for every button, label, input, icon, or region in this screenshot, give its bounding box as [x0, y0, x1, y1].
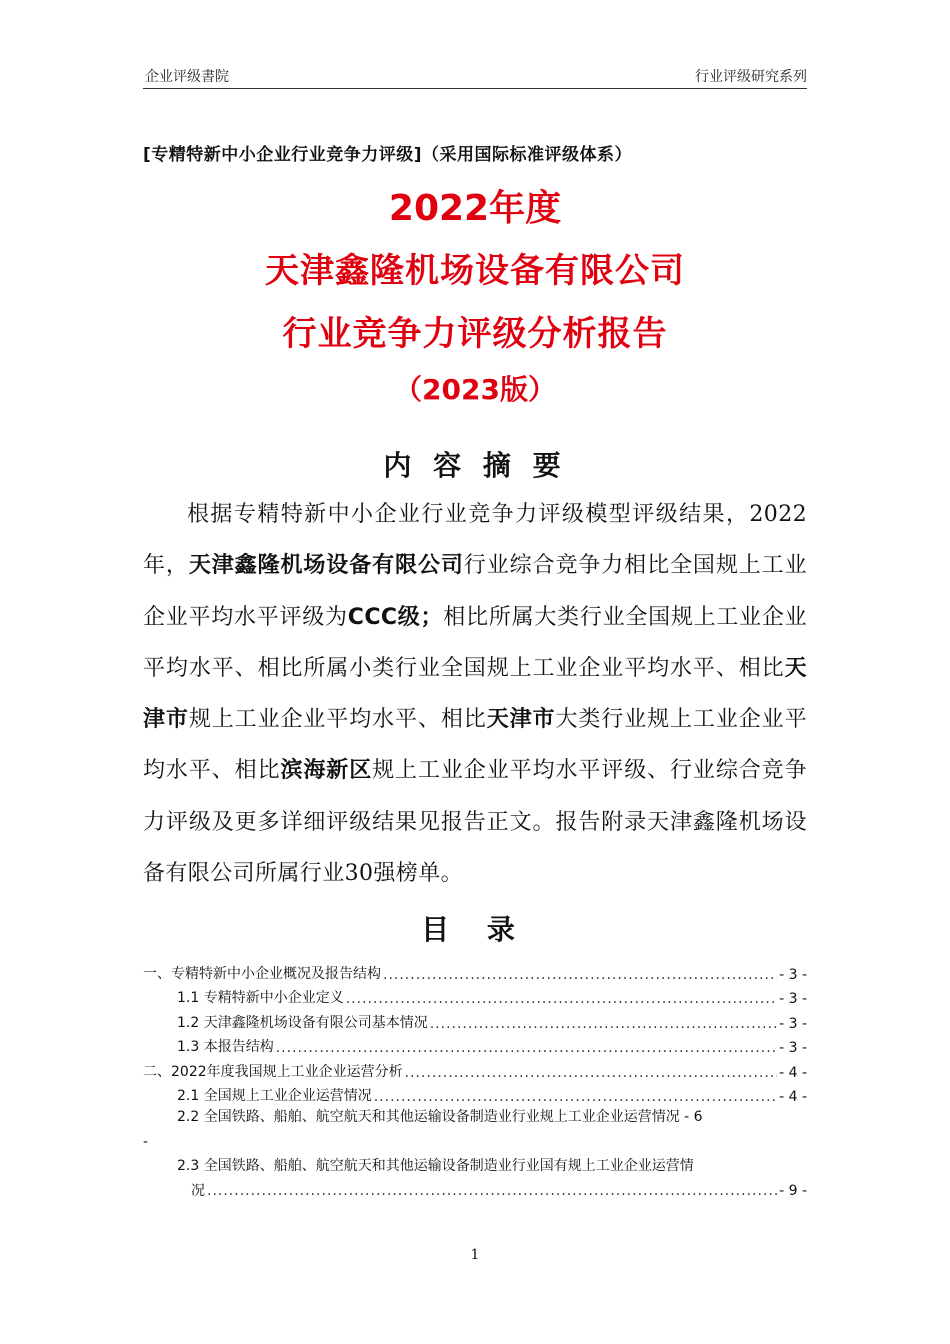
toc-entry[interactable]	[143, 958, 807, 983]
toc-entry-page: - 3 -	[779, 1015, 807, 1032]
toc-entry-label: 2.1 全国规上工业企业运营情况	[177, 1088, 372, 1104]
toc-entry[interactable]	[143, 1007, 807, 1032]
toc-leader	[383, 967, 777, 983]
title-year: 2022年度	[388, 188, 562, 229]
abstract-city-2: 天津市	[486, 707, 556, 733]
toc-entry-page: - 9 -	[779, 1182, 807, 1199]
toc-entry[interactable]	[143, 1032, 807, 1057]
toc-entry-page: - 3 -	[779, 1040, 807, 1056]
title-company: 天津鑫隆机场设备有限公司	[265, 251, 685, 291]
toc-entry[interactable]	[143, 1105, 807, 1154]
report-tagline: [专精特新中小企业行业竞争力评级]（采用国际标准评级体系）	[143, 145, 633, 165]
header-left: 企业评级書院	[145, 69, 229, 85]
header-divider	[143, 88, 807, 89]
toc-entry-label: 二、2022年度我国规上工业企业运营分析	[143, 1063, 403, 1080]
title-report: 行业竞争力评级分析报告	[282, 314, 668, 354]
toc-entry-label: 2.2 全国铁路、船舶、航空航天和其他运输设备制造业行业规上工业企业运营情况 - 6	[177, 1109, 703, 1125]
abstract-district: 滨海新区	[280, 758, 373, 784]
table-of-contents	[143, 958, 807, 1203]
toc-entry-label: 1.2 天津鑫隆机场设备有限公司基本情况	[177, 1014, 428, 1031]
abstract-text-2: 行业综合竞争力相比全国规上工业企业平均水平评级为	[143, 553, 807, 630]
toc-entry-page: - 3 -	[779, 991, 807, 1007]
toc-heading: 目 录	[421, 913, 529, 946]
abstract-paragraph	[143, 489, 807, 899]
toc-entry[interactable]	[143, 1154, 807, 1203]
toc-entry-label: 1.3 本报告结构	[177, 1039, 274, 1055]
toc-entry-label: 一、专精特新中小企业概况及报告结构	[143, 965, 381, 982]
abstract-text-5: 大类行业规上工业企业平均水平、相比	[143, 707, 807, 784]
toc-entry-page: -	[143, 1133, 149, 1150]
toc-leader	[346, 991, 777, 1007]
abstract-text-4: 规上工业企业平均水平、相比	[188, 707, 487, 733]
page-number: 1	[470, 1247, 480, 1263]
toc-entry[interactable]	[143, 1081, 807, 1106]
toc-entry-label: 2.3 全国铁路、船舶、航空航天和其他运输设备制造业行业国有规上工业企业运营情	[177, 1158, 694, 1174]
toc-entry-label: 1.1 专精特新中小企业定义	[177, 990, 344, 1006]
toc-entry-page: - 4 -	[779, 1089, 807, 1105]
toc-entry[interactable]	[143, 1056, 807, 1081]
toc-entry-page: - 3 -	[779, 966, 807, 983]
abstract-heading: 内 容 摘 要	[383, 449, 567, 482]
toc-leader	[276, 1040, 777, 1056]
abstract-company: 天津鑫隆机场设备有限公司	[188, 553, 464, 579]
abstract-text-6: 规上工业企业平均水平评级、行业综合竞争力评级及更多详细评级结果见报告正文。报告附录天津鑫隆机场设备有限公司所属行业30强榜单。	[143, 758, 807, 887]
abstract-text-1: 根据专精特新中小企业行业竞争力评级模型评级结果，2022年，	[143, 502, 807, 579]
abstract-text-3: 相比所属大类行业全国规上工业企业平均水平、相比所属小类行业全国规上工业企业平均水平、相比	[143, 604, 808, 681]
header-right: 行业评级研究系列	[695, 69, 807, 85]
toc-leader	[374, 1089, 777, 1105]
toc-entry[interactable]	[143, 983, 807, 1008]
toc-entry-page: - 4 -	[779, 1064, 807, 1081]
abstract-rating: CCC级；	[347, 604, 443, 630]
title-edition: （2023版）	[394, 373, 556, 406]
abstract-city-1: 天津市	[143, 655, 807, 733]
toc-leader	[430, 1016, 777, 1032]
toc-entry-label-continued: 况	[191, 1182, 205, 1199]
toc-leader	[207, 1179, 777, 1204]
toc-leader	[405, 1065, 777, 1081]
